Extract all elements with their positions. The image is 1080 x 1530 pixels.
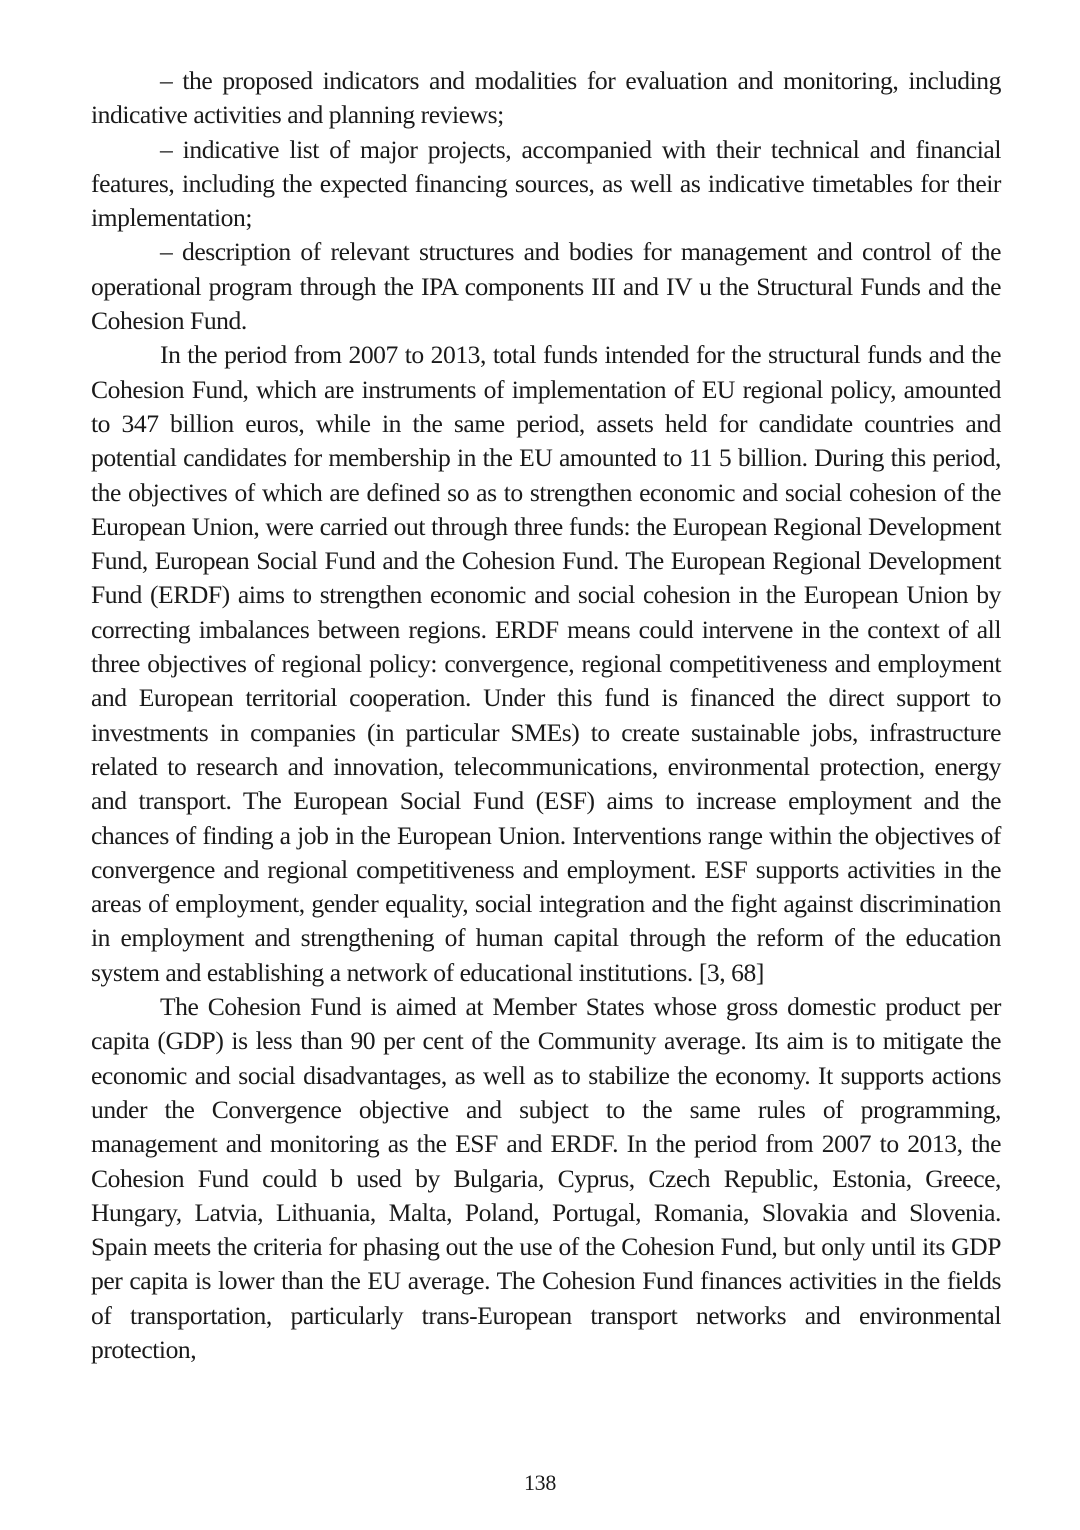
bullet-paragraph-structures: – description of relevant structures and bodies for management and control of the operational program through the IPA components III and IV u the Structural Funds and the Cohesion Fund. [91,237,1001,336]
bullet-paragraph-indicators: – the proposed indicators and modalities for evaluation and monitoring, including indicative activities and planning reviews; [91,66,1001,130]
page-number: 138 [523,1470,557,1495]
bullet-paragraph-major-projects: – indicative list of major projects, accompanied with their technical and financial features, including the expected financing sources, as well as indicative timetables for their implementation; [91,134,1001,233]
paragraph-cohesion-fund: The Cohesion Fund is aimed at Member States whose gross domestic product per capita (GDP) is less than 90 per cent of the Community average. Its aim is to mitigate the economic and social disadvantages, as well as to stabilize the economy. It supports actions under the Convergence objective and subject to the same rules of programming, management and monitoring as the ESF and ERDF. In the period from 2007 to 2013, the Cohesion Fund could b used by Bulgaria, Cyprus, Czech Republic, Estonia, Greece, Hungary, Latvia, Lithuania, Malta, Poland, Portugal, Romania, Slovakia and Slovenia. Spain meets the criteria for phasing out the use of the Cohesion Fund, but only until its GDP per capita is lower than the EU average. The Cohesion Fund finances activities in the fields of transportation, particularly trans-European transport networks and environmental protection, [91,992,1001,1364]
paragraph-structural-funds: In the period from 2007 to 2013, total funds intended for the structural funds and the Cohesion Fund, which are instruments of implementation of EU regional policy, amounted to 347 billion euros, while in the same period, assets held for candidate countries and potential candidates for membership in the EU amounted to 11 5 billion. During this period, the objectives of which are defined so as to strengthen economic and social cohesion of the European Union, were carried out through three funds: the European Regional Development Fund, European Social Fund and the Cohesion Fund. The European Regional Development Fund (ERDF) aims to strengthen economic and social cohesion in the European Union by correcting imbalances between regions. ERDF means could intervene in the context of all three objectives of regional policy: convergence, regional competitiveness and employment and European territorial cooperation. Under this fund is financed the direct support to investments in companies (in particular SMEs) to create sustainable jobs, infrastructure related to research and innovation, telecommunications, environmental protection, energy and transport. The European Social Fund (ESF) aims to increase employment and the chances of finding a job in the European Union. Interventions range within the objectives of convergence and regional competitiveness and employment. ESF supports activities in the areas of employment, gender equality, social integration and the fight against discrimination in employment and strengthening of human capital through the reform of the education system and establishing a network of educational institutions. [3, 68] [91,340,1001,987]
page-body [91,64,1001,1367]
